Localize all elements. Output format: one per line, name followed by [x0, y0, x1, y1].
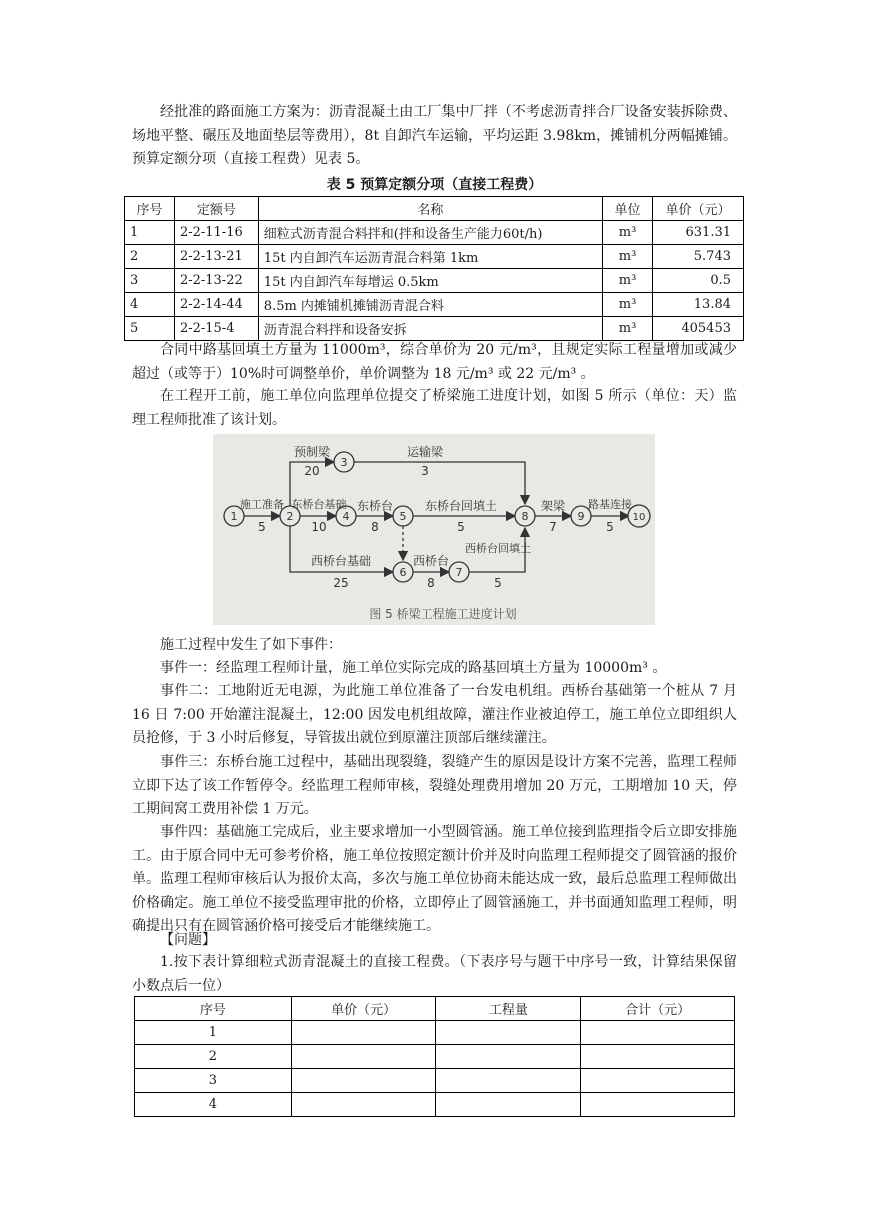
cell[interactable] [291, 1045, 436, 1069]
table-row [125, 245, 744, 269]
activity-label: 西桥台基础 [310, 554, 372, 568]
cell: 4 [125, 293, 175, 317]
event3-paragraph: 事件三：东桥台施工过程中，基础出现裂缝，裂缝产生的原因是设计方案不完善，监理工程师立即下达了该工作暂停令。经监理工程师审核，裂缝处理费用增加 20 万元，工期增加 10 天，停工期间窝工费用补偿 1 万元。 [132, 754, 737, 817]
cell[interactable] [436, 1021, 581, 1045]
activity-label: 架梁 [540, 499, 566, 513]
answer-table [134, 996, 735, 1117]
cell: 3 [135, 1069, 292, 1093]
activity-duration: 5 [258, 520, 266, 534]
node-label: 5 [399, 510, 407, 523]
table-header-row [135, 997, 735, 1021]
cell[interactable] [436, 1093, 581, 1117]
header-cell: 定额号 [174, 197, 258, 221]
intro-paragraph: 经批准的路面施工方案为：沥青混凝土由工厂集中厂拌（不考虑沥青拌合厂设备安装拆除费、场地平整、碾压及地面垫层等费用），8t 自卸汽车运输，平均运距 3.98km，摊铺机分两幅摊铺。预算定额分项（直接工程费）见表 5。 [132, 104, 737, 167]
cell: 15t 内自卸汽车运沥青混合料第 1km [258, 245, 602, 269]
activity-duration: 20 [304, 464, 320, 478]
activity-duration: 3 [421, 464, 429, 478]
cell: 0.5 [653, 269, 744, 293]
cell: 5.743 [653, 245, 744, 269]
header-cell: 序号 [135, 997, 292, 1021]
cell: 8.5m 内摊铺机摊铺沥青混合料 [258, 293, 602, 317]
cell: 2 [135, 1045, 292, 1069]
cell: m³ [603, 293, 653, 317]
cell[interactable] [291, 1021, 436, 1045]
table-row [135, 1069, 735, 1093]
node-label: 10 [632, 512, 646, 523]
activity-label: 路基连接 [588, 498, 632, 511]
cell: 13.84 [653, 293, 744, 317]
header-cell: 单价（元） [291, 997, 436, 1021]
cell: 631.31 [653, 221, 744, 245]
table-header-row [125, 197, 744, 221]
plan-paragraph: 在工程开工前，施工单位向监理单位提交了桥梁施工进度计划，如图 5 所示（单位：天）监理工程师批准了该计划。 [132, 388, 737, 428]
table5-caption: 表 5 预算定额分项（直接工程费） [326, 177, 543, 193]
activity-duration: 8 [427, 576, 435, 590]
activity-duration: 5 [494, 576, 502, 590]
cell: m³ [603, 317, 653, 341]
table-row [125, 317, 744, 341]
cell: 2-2-13-22 [174, 269, 258, 293]
cell: 2-2-15-4 [174, 317, 258, 341]
table-row [125, 269, 744, 293]
activity-label: 东桥台 [356, 499, 394, 513]
activity-label: 施工准备 [240, 498, 284, 511]
cell: m³ [603, 245, 653, 269]
cell: 405453 [653, 317, 744, 341]
events-intro: 施工过程中发生了如下事件： [160, 637, 342, 653]
cell: 1 [125, 221, 175, 245]
cell[interactable] [581, 1069, 735, 1093]
question-header: 【问题】 [160, 932, 216, 948]
cell: 4 [135, 1093, 292, 1117]
activity-label: 西桥台回填土 [465, 542, 531, 555]
header-cell: 单位 [603, 197, 653, 221]
cell: 2-2-13-21 [174, 245, 258, 269]
cell: 1 [135, 1021, 292, 1045]
cell: m³ [603, 269, 653, 293]
node-label: 3 [340, 456, 348, 469]
node-label: 2 [286, 510, 294, 523]
cell: m³ [603, 221, 653, 245]
activity-duration: 5 [457, 520, 465, 534]
activity-duration: 10 [311, 520, 327, 534]
header-cell: 序号 [125, 197, 175, 221]
activity-duration: 5 [606, 520, 614, 534]
table-row [135, 1093, 735, 1117]
activity-duration: 7 [549, 520, 557, 534]
cell: 沥青混合料拌和设备安拆 [258, 317, 602, 341]
node-label: 6 [399, 566, 407, 579]
cell[interactable] [581, 1021, 735, 1045]
cell[interactable] [291, 1069, 436, 1093]
node-label: 7 [455, 566, 463, 579]
event2-paragraph: 事件二：工地附近无电源，为此施工单位准备了一台发电机组。西桥台基础第一个桩从 7 月 16 日 7:00 开始灌注混凝土，12:00 因发电机组故障，灌注作业被迫停工，施工单位立即组织人员抢修，于 3 小时后修复，导管拔出就位到原灌注顶部后继续灌注。 [132, 683, 737, 746]
cell: 5 [125, 317, 175, 341]
event1-paragraph: 事件一：经监理工程师计量，施工单位实际完成的路基回填土方量为 10000m³ 。 [160, 660, 667, 676]
header-cell: 工程量 [436, 997, 581, 1021]
cell[interactable] [436, 1069, 581, 1093]
cell[interactable] [581, 1045, 735, 1069]
activity-label: 东桥台回填土 [424, 499, 498, 513]
table-row [135, 1045, 735, 1069]
activity-label: 预制梁 [293, 445, 331, 459]
activity-label: 西桥台 [412, 554, 450, 568]
activity-duration: 8 [371, 520, 379, 534]
node-label: 9 [577, 510, 585, 523]
cell: 2 [125, 245, 175, 269]
table5 [124, 196, 744, 341]
activity-label: 东桥台基础 [291, 498, 347, 511]
table-row [125, 293, 744, 317]
node-label: 8 [521, 510, 529, 523]
activity-label: 运输梁 [406, 445, 444, 459]
cell: 3 [125, 269, 175, 293]
header-cell: 合计（元） [581, 997, 735, 1021]
cell: 2-2-11-16 [174, 221, 258, 245]
figure-caption: 图 5 桥梁工程施工进度计划 [369, 607, 517, 621]
cell: 2-2-14-44 [174, 293, 258, 317]
cell: 15t 内自卸汽车每增运 0.5km [258, 269, 602, 293]
table-row [125, 221, 744, 245]
activity-duration: 25 [333, 576, 349, 590]
table-row [135, 1021, 735, 1045]
event4-paragraph: 事件四：基础施工完成后，业主要求增加一小型圆管涵。施工单位接到监理指令后立即安排施工。由于原合同中无可参考价格，施工单位按照定额计价并及时向监理工程师提交了圆管涵的报价单。监理工程师审核后认为报价太高，多次与施工单位协商未能达成一致，最后总监理工程师做出价格确定。施工单位不接受监理审批的价格，立即停止了圆管涵施工，并书面通知监理工程师，明确提出只有在圆管涵价格可接受后才能继续施工。 [132, 824, 737, 934]
schedule-figure [213, 434, 655, 625]
header-cell: 单价（元） [653, 197, 744, 221]
cell[interactable] [436, 1045, 581, 1069]
cell[interactable] [581, 1093, 735, 1117]
cell: 细粒式沥青混合料拌和(拌和设备生产能力60t/h) [258, 221, 602, 245]
node-label: 1 [230, 510, 238, 523]
node-label: 4 [342, 510, 350, 523]
cell[interactable] [291, 1093, 436, 1117]
question1-paragraph: 1.按下表计算细粒式沥青混凝土的直接工程费。（下表序号与题干中序号一致，计算结果保留小数点后一位） [132, 954, 737, 994]
header-cell: 名称 [258, 197, 602, 221]
contract-paragraph: 合同中路基回填土方量为 11000m³，综合单价为 20 元/m³，且规定实际工程量增加或减少超过（或等于）10%时可调整单价，单价调整为 18 元/m³ 或 22 元/m³ 。 [132, 342, 737, 382]
